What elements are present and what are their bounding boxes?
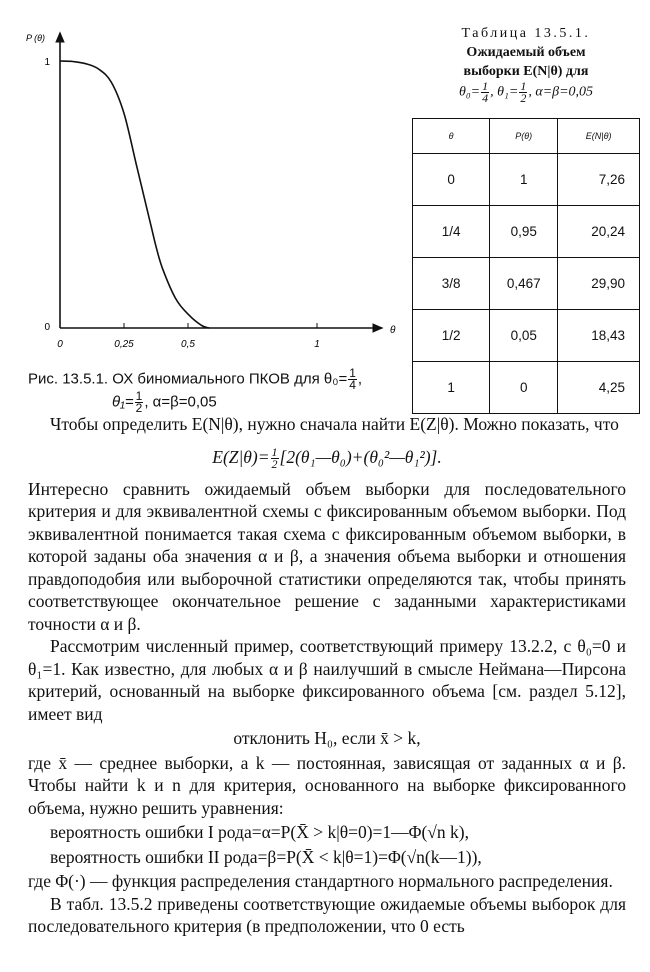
- caption-frac1-den: 4: [349, 378, 356, 392]
- table-row: [413, 310, 640, 362]
- caption-fraction-2: [135, 391, 144, 414]
- x-tick-label-1: 1: [314, 339, 320, 350]
- formula-lhs: E(Z|θ)=: [212, 446, 270, 467]
- equation-type1-error: вероятность ошибки I рода=α=P(X̄ > k|θ=0)=1—Φ(√n k),: [50, 822, 469, 843]
- table-title-frac1: [481, 81, 489, 104]
- oc-curve-figure: [20, 25, 400, 355]
- body-text: [28, 413, 626, 938]
- table-title-frac2-num: 1: [520, 79, 527, 93]
- paragraph-4: где x̄ — среднее выборки, а k — постоянная, зависящая от заданных α и β. Чтобы найти k и n для критерия, основанного на выборке фиксированного объема, нужно решить уравнения:: [28, 752, 626, 818]
- col-header-p: P(θ): [490, 119, 558, 154]
- x-tick-label-0: 0: [57, 339, 63, 350]
- formula-frac-num: 1: [271, 444, 278, 459]
- table-row: [413, 154, 640, 206]
- cell-theta: 1: [413, 362, 490, 414]
- cell-theta: 1/2: [413, 310, 490, 362]
- caption-fraction-1: [348, 368, 357, 391]
- cell-p: 0,05: [490, 310, 558, 362]
- expected-sample-size-table: [412, 118, 640, 414]
- cell-theta: 0: [413, 154, 490, 206]
- cell-p: 0,95: [490, 206, 558, 258]
- y-axis-label: P (θ): [26, 33, 46, 43]
- cell-en: 20,24: [558, 206, 640, 258]
- formula-expected-z: [28, 446, 626, 470]
- caption-frac2-num: 1: [135, 389, 143, 403]
- table-title: [412, 24, 640, 104]
- caption-frac1-num: 1: [349, 366, 356, 380]
- x-tick-label-05: 0,5: [181, 339, 195, 350]
- paragraph-1: Чтобы определить E(N|θ), нужно сначала найти E(Z|θ). Можно показать, что: [50, 414, 619, 434]
- cell-p: 0,467: [490, 258, 558, 310]
- cell-theta: 3/8: [413, 258, 490, 310]
- table-title-frac2-den: 2: [520, 91, 527, 105]
- oc-curve-line: [60, 61, 209, 328]
- x-tick-label-025: 0,25: [114, 339, 134, 350]
- table-title-alpha-beta: , α=β=0,05: [528, 84, 594, 100]
- table-title-frac1-num: 1: [482, 79, 489, 93]
- reject-rule: отклонить H₀, если x̄ > k,: [233, 728, 421, 749]
- formula-rhs: [2(θ₁—θ₀)+(θ₀²—θ₁²)].: [279, 446, 442, 467]
- caption-line2-a: θ₁=: [112, 393, 134, 411]
- y-tick-label-0: 0: [44, 322, 50, 333]
- paragraph-5: где Φ(·) — функция распределения стандартного нормального распределения.: [28, 871, 613, 892]
- table-title-theta1: , θ₁=: [490, 84, 519, 100]
- table-header-row: [413, 119, 640, 154]
- caption-frac2-den: 2: [135, 401, 143, 415]
- figure-caption: Рис. 13.5.1. ОХ биномиального ПКОВ для θ₀= $\frac{1}{4}$ , θ₁= $\frac{1}{2}$ , α=β=0,05: [28, 366, 363, 415]
- table-title-frac2: [519, 81, 527, 104]
- cell-p: 1: [490, 154, 558, 206]
- col-header-en: E(N|θ): [558, 119, 640, 154]
- caption-line2-b: , α=β=0,05: [144, 393, 217, 411]
- y-tick-label-1: 1: [44, 57, 50, 68]
- cell-en: 7,26: [558, 154, 640, 206]
- cell-p: 0: [490, 362, 558, 414]
- formula-fraction: [271, 444, 279, 471]
- table-label: Таблица 13.5.1.: [461, 26, 591, 41]
- table-title-theta0: θ₀=: [458, 84, 481, 100]
- table-title-line2: Ожидаемый объем: [466, 45, 586, 60]
- table-row: [413, 362, 640, 414]
- formula-frac-den: 2: [271, 456, 278, 471]
- table-row: [413, 206, 640, 258]
- cell-theta: 1/4: [413, 206, 490, 258]
- paragraph-6: В табл. 13.5.2 приведены соответствующие ожидаемые объемы выборок для последовательного критерия (в предположении, что 0 есть: [28, 893, 626, 937]
- table-title-line4: [412, 81, 640, 104]
- oc-curve-chart: [20, 25, 400, 355]
- equation-type2-error: вероятность ошибки II рода=β=P(X̄ < k|θ=1)=Φ(√n(k—1)),: [50, 846, 482, 867]
- cell-en: 4,25: [558, 362, 640, 414]
- caption-line1: Рис. 13.5.1. ОХ биномиального ПКОВ для θ₀=: [28, 370, 348, 388]
- table-title-frac1-den: 4: [482, 91, 489, 105]
- x-axis-label: θ: [390, 325, 396, 336]
- col-header-theta: θ: [413, 119, 490, 154]
- table-title-line3: выборки E(N|θ) для: [463, 64, 589, 79]
- table-row: [413, 258, 640, 310]
- paragraph-3: Рассмотрим численный пример, соответствующий примеру 13.2.2, с θ₀=0 и θ₁=1. Как известно, для любых α и β наилучший в смысле Неймана—Пирсона критерий, основанный на выборке фиксированного объема [см. раздел 5.12], имеет вид: [28, 636, 626, 724]
- paragraph-2: Интересно сравнить ожидаемый объем выборки для последовательного критерия и для эквивалентной схемы с фиксированным объемом выборки. Под эквивалентной понимается такая схема с фиксированным объемом выборки, в которой заданы оба значения α и β, а значения объема выборки и отношения правдоподобия или выборочной статистики определяются так, чтобы принять соответствующее окончательное решение с заданными характеристиками точности α и β.: [28, 478, 626, 634]
- cell-en: 29,90: [558, 258, 640, 310]
- cell-en: 18,43: [558, 310, 640, 362]
